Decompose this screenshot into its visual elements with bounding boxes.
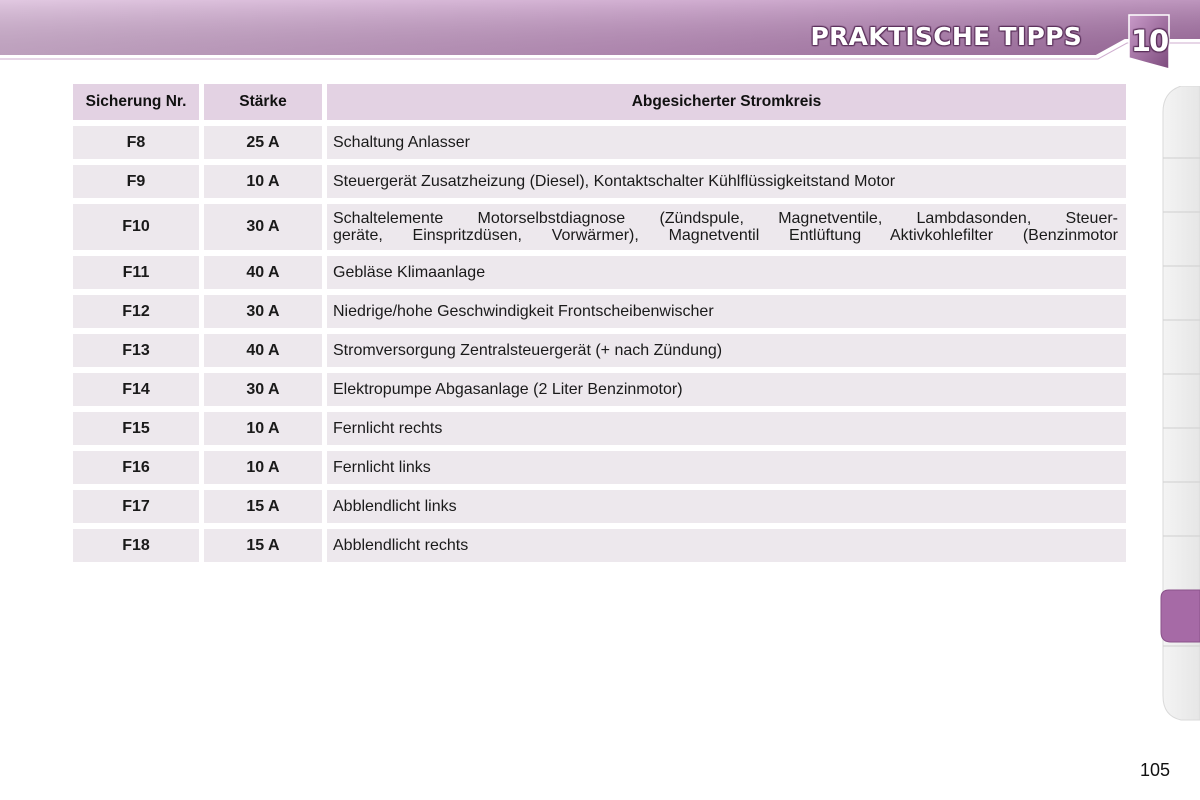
fuse-number: F15 [73, 412, 199, 445]
table-row [73, 373, 1126, 406]
fuse-circuit-line-1: Schaltelemente Motorselbstdiagnose (Zündspule, Magnetventile, Lambdasonden, Steuer- [333, 210, 1118, 227]
page-number: 105 [1139, 760, 1170, 780]
table-row [73, 256, 1126, 289]
fuse-number: F13 [73, 334, 199, 367]
column-header-circuit: Abgesicherter Stromkreis [327, 84, 1126, 120]
fuse-number: F14 [73, 373, 199, 406]
fuse-circuit: Gebläse Klimaanlage [327, 256, 1126, 289]
fuse-circuit: Abblendlicht rechts [327, 529, 1126, 562]
fuse-rating: 40 A [204, 256, 322, 289]
table-row [73, 334, 1126, 367]
table-row [73, 451, 1126, 484]
fuse-circuit: Niedrige/hohe Geschwindigkeit Frontscheibenwischer [327, 295, 1126, 328]
chapter-badge [1128, 14, 1170, 70]
fuse-circuit: Fernlicht links [327, 451, 1126, 484]
fuse-circuit: Fernlicht rechts [327, 412, 1126, 445]
fuse-number: F8 [73, 126, 199, 159]
fuse-circuit: Schaltung Anlasser [327, 126, 1126, 159]
chapter-tabs-graphic [1155, 86, 1200, 726]
fuse-number: F11 [73, 256, 199, 289]
table-row [73, 412, 1126, 445]
chapter-tab-strip [1155, 86, 1200, 726]
table-row [73, 490, 1126, 523]
fuse-number: F17 [73, 490, 199, 523]
fuse-circuit: Elektropumpe Abgasanlage (2 Liter Benzinmotor) [327, 373, 1126, 406]
fuse-rating: 10 A [204, 165, 322, 198]
fuse-rating: 30 A [204, 295, 322, 328]
fuse-circuit: Abblendlicht links [327, 490, 1126, 523]
fuse-number: F9 [73, 165, 199, 198]
fuse-rating: 10 A [204, 412, 322, 445]
fuse-rating: 10 A [204, 451, 322, 484]
fuse-number: F16 [73, 451, 199, 484]
table-row [73, 529, 1126, 562]
fuse-rating: 25 A [204, 126, 322, 159]
fuse-rating: 40 A [204, 334, 322, 367]
fuse-number: F12 [73, 295, 199, 328]
table-row [73, 204, 1126, 250]
fuse-number: F18 [73, 529, 199, 562]
table-row [73, 126, 1126, 159]
fuse-rating: 30 A [204, 204, 322, 250]
column-header-fuse-number: Sicherung Nr. [73, 84, 199, 120]
table-row [73, 295, 1126, 328]
fuse-table [68, 78, 1131, 568]
section-title: PRAKTISCHE TIPPS [810, 22, 1082, 51]
fuse-circuit-line-2: geräte, Einspritzdüsen, Vorwärmer), Magnetventil Entlüftung Aktivkohlefilter (Benzinmotor [333, 227, 1118, 244]
fuse-circuit: Steuergerät Zusatzheizung (Diesel), Kontaktschalter Kühlflüssigkeitstand Motor [327, 165, 1126, 198]
fuse-rating: 15 A [204, 529, 322, 562]
fuse-circuit [327, 204, 1126, 250]
fuse-circuit: Stromversorgung Zentralsteuergerät (+ nach Zündung) [327, 334, 1126, 367]
fuse-rating: 30 A [204, 373, 322, 406]
chapter-number: 10 [1130, 24, 1168, 58]
fuse-rating: 15 A [204, 490, 322, 523]
column-header-rating: Stärke [204, 84, 322, 120]
table-header-row [73, 84, 1126, 120]
fuse-number: F10 [73, 204, 199, 250]
table-row [73, 165, 1126, 198]
